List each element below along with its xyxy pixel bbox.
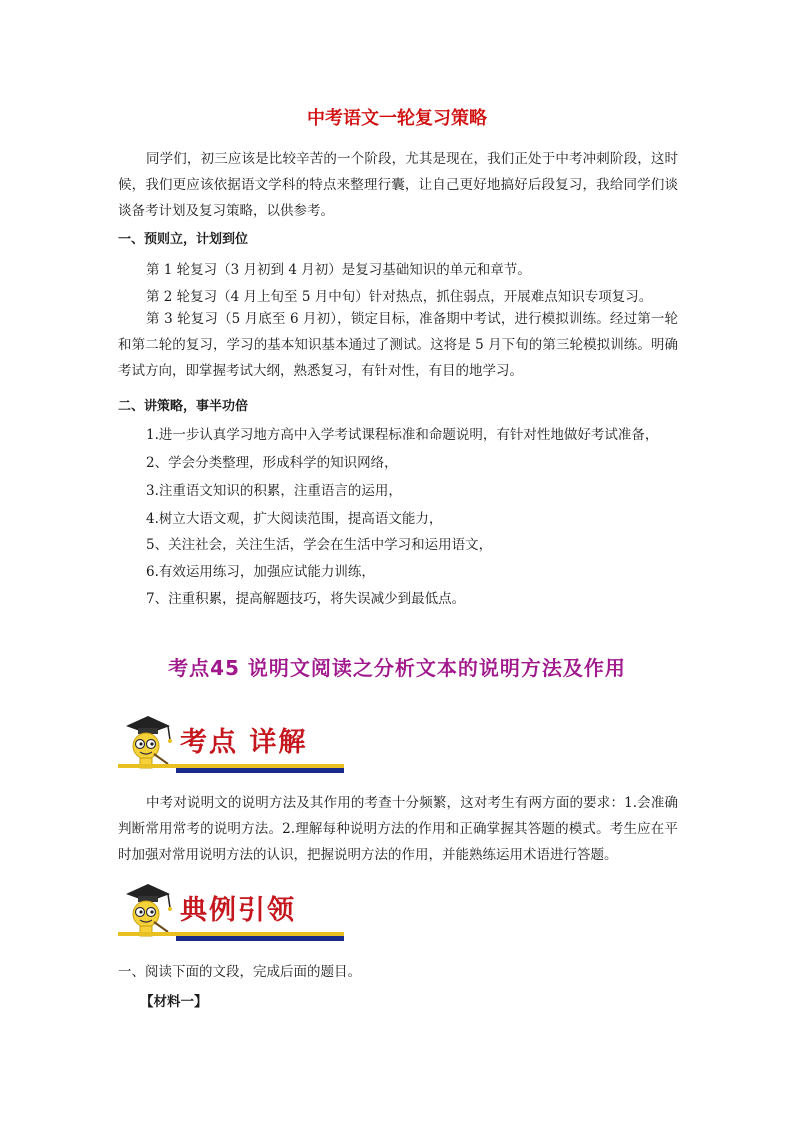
section2-item-2: 2、学会分类整理，形成科学的知识网络，	[146, 455, 398, 471]
kaodian-banner	[118, 712, 348, 776]
material-label: 【材料一】	[140, 994, 208, 1010]
banner-underline-accent	[176, 768, 344, 773]
section1-line-2: 第 2 轮复习（4 月上旬至 5 月中旬）针对热点，抓住弱点，开展难点知识专项复习。	[146, 289, 653, 305]
kaodian-paragraph: 中考对说明文的说明方法及其作用的考查十分频繁，这对考生有两方面的要求：1.会准确判断常用常考的说明方法。2.理解每种说明方法的作用和正确掌握其答题的模式。考生应在平时加强对常用说明方法的认识，把握说明方法的作用，并能熟练运用术语进行答题。	[118, 795, 678, 863]
section1-heading: 一、预则立，计划到位	[118, 232, 249, 247]
mascot-graduation-cap-icon	[118, 712, 180, 772]
section2-item-3: 3.注重语文知识的积累，注重语言的运用，	[146, 483, 402, 499]
section2-item-1: 1.进一步认真学习地方高中入学考试课程标准和命题说明，有针对性地做好考试准备，	[146, 427, 659, 443]
kaodian-banner-label: 考点 详解	[180, 727, 308, 758]
example-banner-label: 典例引领	[180, 895, 296, 926]
section1-paragraph-3: 第 3 轮复习（5 月底至 6 月初），锁定目标，准备期中考试，进行模拟训练。经过第一轮和第二轮的复习，学习的基本知识基本通过了测试。这将是 5 月下旬的第三轮模拟训练。明确考试方向，即掌握考试大纲，熟悉复习，有针对性，有目的地学习。	[118, 311, 678, 379]
section2-heading: 二、讲策略，事半功倍	[118, 399, 249, 414]
section2-item-7: 7、注重积累，提高解题技巧，将失误减少到最低点。	[146, 591, 466, 607]
example-banner	[118, 880, 348, 944]
kaodian-title: 考点45 说明文阅读之分析文本的说明方法及作用	[168, 656, 626, 680]
intro-paragraph: 同学们，初三应该是比较辛苦的一个阶段，尤其是现在，我们正处于中考冲刺阶段，这时候，我们更应该依据语文学科的特点来整理行囊，让自己更好地搞好后段复习，我给同学们谈谈备考计划及复习策略，以供参考。	[118, 151, 678, 219]
section2-item-6: 6.有效运用练习，加强应试能力训练，	[146, 564, 375, 580]
exercise-instruction: 一、阅读下面的文段，完成后面的题目。	[118, 964, 361, 980]
banner-underline-accent	[176, 936, 344, 941]
page-title: 中考语文一轮复习策略	[307, 108, 487, 129]
section2-item-4: 4.树立大语文观，扩大阅读范围，提高语文能力，	[146, 511, 443, 527]
mascot-graduation-cap-icon	[118, 880, 180, 940]
section1-line-1: 第 1 轮复习（3 月初到 4 月初）是复习基础知识的单元和章节。	[146, 262, 531, 278]
section2-item-5: 5、关注社会，关注生活，学会在生活中学习和运用语文，	[146, 537, 493, 553]
